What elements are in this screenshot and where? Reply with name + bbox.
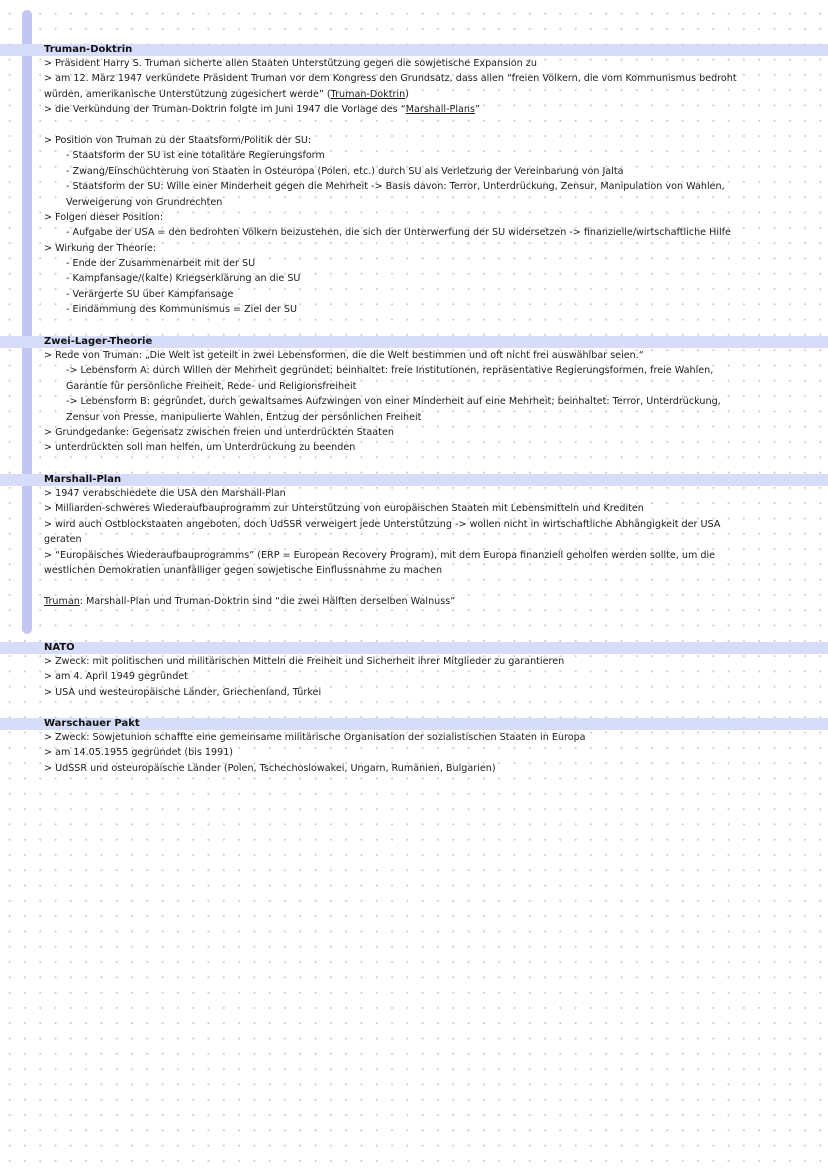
quote-author: Truman: [44, 595, 80, 607]
blank-line: [0, 118, 828, 133]
text-line: > Wirkung der Theorie:: [44, 242, 156, 254]
heading-warschauer-pakt: Warschauer Pakt: [0, 718, 828, 730]
heading-truman-doktrin: Truman-Doktrin: [0, 44, 828, 56]
text-line: - Zwang/Einschüchterung von Staaten in Osteuropa (Polen, etc.) durch SU als Verletzung der Vereinbarung von Jalta: [66, 165, 624, 177]
text-line: - Ende der Zusammenarbeit mit der SU: [66, 258, 256, 270]
text-line: -> Lebensform B: gegründet, durch gewaltsames Aufzwingen von einer Minderheit auf eine Mehrheit; beinhaltet: Terror, Unterdrückung,: [66, 396, 721, 408]
text-line: > Position von Truman zu der Staatsform/Politik der SU:: [44, 134, 312, 146]
text-line: - Staatsform der SU: Wille einer Minderheit gegen die Mehrheit -> Basis davon: Terror, Unterdrückung, Zensur, Manipulation von Wahlen,: [66, 181, 725, 193]
text-line: - Kampfansage/(kalte) Kriegserklärung an die SU: [66, 273, 301, 285]
text-line: > am 4. April 1949 gegründet: [44, 671, 188, 683]
section-marshall-plan: [0, 474, 828, 609]
text-line: westlichen Demokratien unanfälliger gegen sowjetische Einflussnahme zu machen: [44, 564, 443, 576]
text-line: > Folgen dieser Position:: [44, 211, 164, 223]
text-line: > “Europäisches Wiederaufbauprogramms” (ERP = European Recovery Program), mit dem Europa finanziell geholfen werden sollte, um die: [44, 549, 716, 561]
text-fragment: ): [405, 88, 409, 100]
text-line: > Grundgedanke: Gegensatz zwischen freien und unterdrückten Staaten: [44, 426, 394, 438]
text-line: > USA und westeuropäische Länder, Griechenland, Türkei: [44, 686, 322, 698]
section-truman-doktrin: [0, 44, 828, 318]
heading-marshall-plan: Marshall-Plan: [0, 474, 828, 486]
text-line: > Zweck: mit politischen und militärischen Mitteln die Freiheit und Sicherheit ihrer Mitglieder zu garantieren: [44, 656, 565, 667]
text-line: > unterdrückten soll man helfen, um Unterdrückung zu beenden: [44, 442, 356, 454]
text-line: Zensur von Presse, manipulierte Wahlen, Entzug der persönlichen Freiheit: [66, 411, 422, 423]
heading-zwei-lager-theorie: Zwei-Lager-Theorie: [0, 336, 828, 348]
text-line: > UdSSR und osteuropäische Länder (Polen, Tschechoslowakei, Ungarn, Rumänien, Bulgarien): [44, 762, 496, 774]
text-line: - Verärgerte SU über Kampfansage: [66, 288, 234, 300]
text-line: > am 12. März 1947 verkündete Präsident Truman vor dem Kongress den Grundsatz, dass allen “freien Völkern, die vom Kommunismus bedroht: [44, 73, 737, 85]
text-fragment: würden, amerikanische Unterstützung zugesichert werde” (: [44, 88, 331, 100]
text-line: > Milliarden-schweres Wiederaufbauprogramm zur Unterstützung von europäischen Staaten mit Lebensmitteln und Krediten: [44, 503, 644, 515]
text-fragment: ”: [474, 104, 480, 116]
text-line: -> Lebensform A: durch Willen der Mehrheit gegründet; beinhaltet: freie Institutionen, repräsentative Regierungsformen, freie Wahlen,: [66, 365, 714, 377]
text-line: Verweigerung von Grundrechten: [66, 196, 223, 208]
quote-text: : Marshall-Plan und Truman-Doktrin sind “die zwei Hälften derselben Walnuss”: [79, 595, 456, 607]
text-line: > Präsident Harry S. Truman sicherte allen Staaten Unterstützung gegen die sowjetische Expansion zu: [44, 58, 537, 69]
text-line: [0, 594, 828, 609]
text-fragment: > die Verkündung der Truman-Doktrin folgte im Juni 1947 die Vorlage des “: [44, 104, 406, 116]
section-nato: [0, 642, 828, 700]
section-zwei-lager-theorie: [0, 336, 828, 456]
text-line: > wird auch Ostblockstaaten angeboten, doch UdSSR verweigert jede Unterstützung -> wollen nicht in wirtschaftliche Abhängigkeit der USA: [44, 518, 721, 530]
text-line: [0, 87, 828, 102]
text-line: - Eindämmung des Kommunismus = Ziel der SU: [66, 304, 298, 316]
text-line: > 1947 verabschiedete die USA den Marshall-Plan: [44, 488, 286, 499]
link-truman-doktrin[interactable]: Truman-Doktrin: [330, 88, 406, 100]
text-line: [0, 102, 828, 117]
text-line: > Rede von Truman: „Die Welt ist geteilt in zwei Lebensformen, die die Welt bestimmen und oft nicht frei auswählbar seien.“: [44, 350, 644, 361]
blank-line: [0, 578, 828, 593]
section-warschauer-pakt: [0, 718, 828, 776]
text-line: - Staatsform der SU ist eine totalitäre Regierungsform: [66, 150, 325, 162]
text-line: > am 14.05.1955 gegründet (bis 1991): [44, 747, 234, 759]
link-marshall-plans[interactable]: Marshall-Plans: [405, 104, 475, 116]
heading-nato: NATO: [0, 642, 828, 654]
text-line: > Zweck: Sowjetunion schaffte eine gemeinsame militärische Organisation der sozialistischen Staaten in Europa: [44, 732, 586, 743]
text-line: - Aufgabe der USA = den bedrohten Völkern beizustehen, die sich der Unterwerfung der SU widersetzen -> finanzielle/wirtschaftliche Hilfe: [66, 227, 731, 239]
text-line: Garantie für persönliche Freiheit, Rede- und Religionsfreiheit: [66, 380, 357, 392]
text-line: geraten: [44, 534, 82, 546]
